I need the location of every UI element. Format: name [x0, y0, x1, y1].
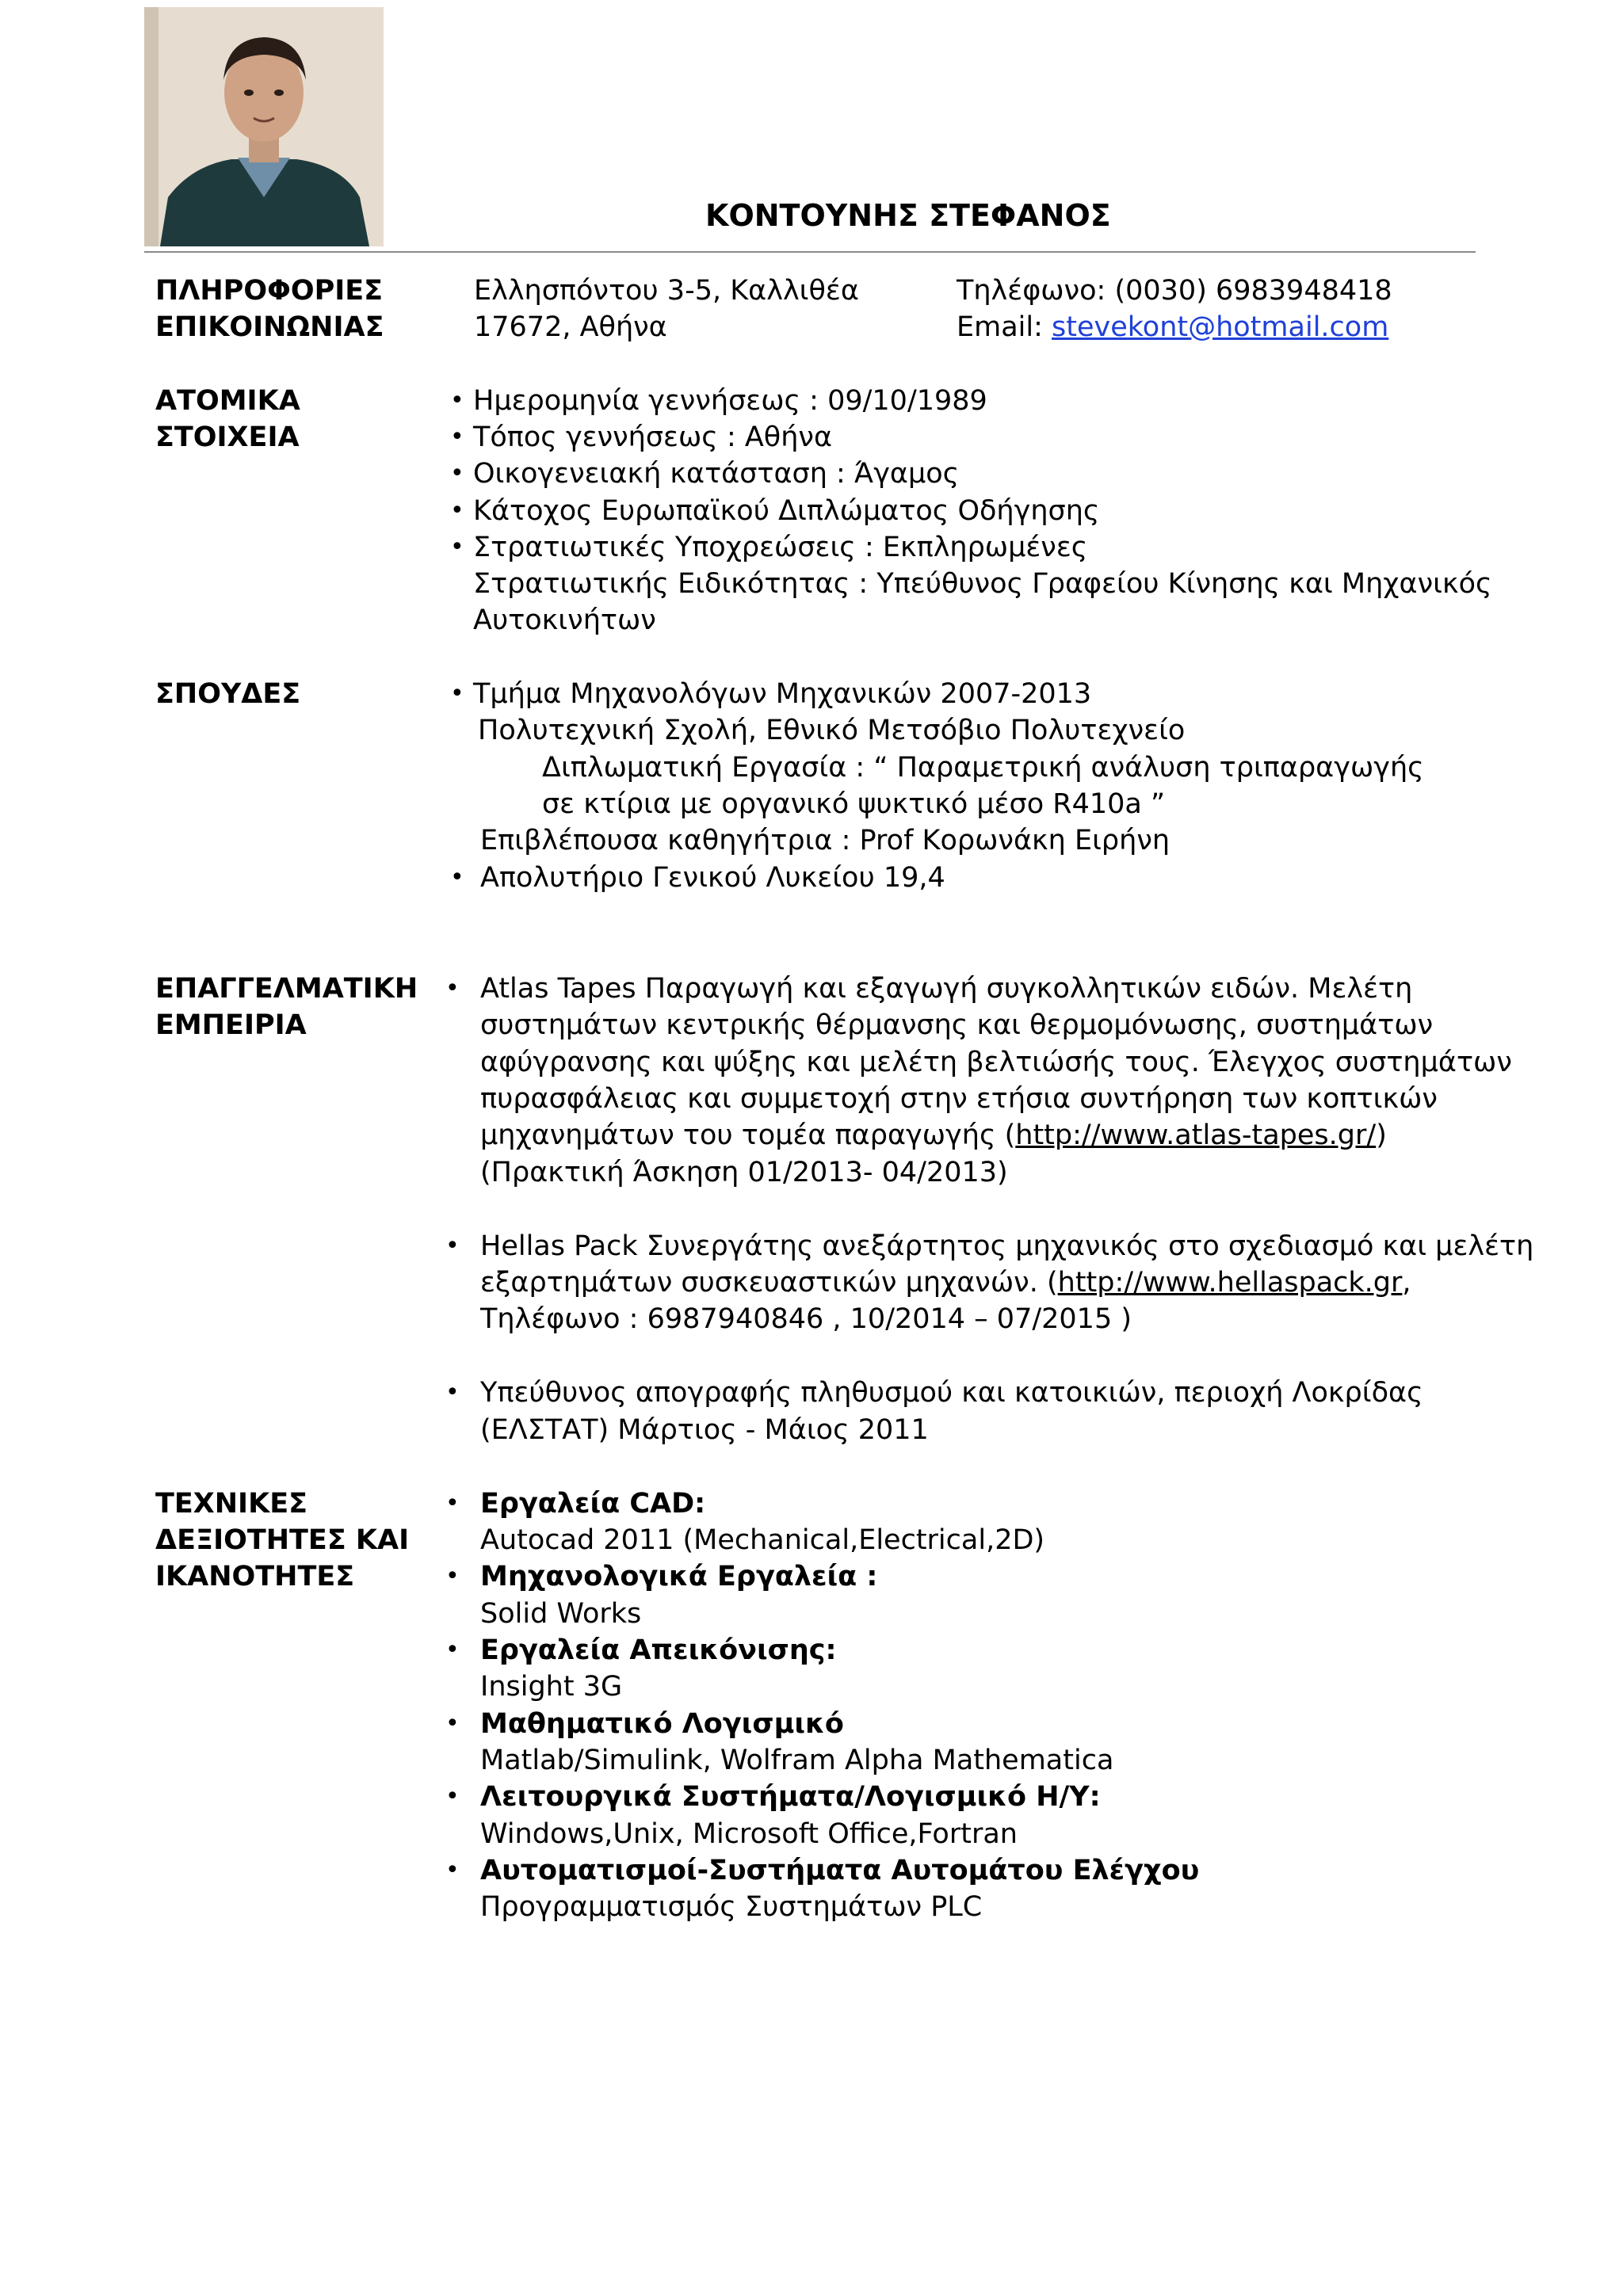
- job-line: (Πρακτική Άσκηση 01/2013- 04/2013): [480, 1157, 1008, 1188]
- personal-label-line-2: ΣΤΟΙΧΕΙΑ: [155, 421, 300, 453]
- job-line: [480, 1264, 1411, 1301]
- divider: [144, 251, 1476, 253]
- skills-label-line-1: ΤΕΧΝΙΚΕΣ: [155, 1488, 308, 1520]
- contact-label-line-2: ΕΠΙΚΟΙΝΩΝΙΑΣ: [155, 311, 384, 343]
- job-line: πυρασφάλειας και συμμετοχή στην ετήσια συντήρηση των κοπτικών: [480, 1083, 1438, 1115]
- job-text: εξαρτημάτων συσκευαστικών μηχανών. (: [480, 1267, 1058, 1299]
- studies-line: σε κτίρια με οργανικό ψυκτικό μέσο R410a ”: [542, 788, 1166, 820]
- bullet-icon: •: [445, 1379, 460, 1406]
- skill-group-title: Μηχανολογικά Εργαλεία :: [480, 1561, 878, 1592]
- bullet-icon: •: [445, 1783, 460, 1810]
- bullet-icon: •: [445, 974, 460, 1002]
- atlas-tapes-link[interactable]: http://www.atlas-tapes.gr/: [1015, 1119, 1377, 1151]
- bullet-icon: •: [450, 533, 464, 561]
- job-line: αφύγρανσης και ψύξης και μελέτη βελτιώσής τους. Έλεγχος συστημάτων: [480, 1047, 1512, 1078]
- address-line-1: Ελλησπόντου 3-5, Καλλιθέα: [474, 275, 859, 307]
- job-line: Atlas Tapes Παραγωγή και εξαγωγή συγκολλητικών ειδών. Μελέτη: [480, 973, 1413, 1005]
- skill-group-title: Εργαλεία Απεικόνισης:: [480, 1634, 837, 1666]
- bullet-icon: •: [450, 680, 464, 707]
- phone-number: Τηλέφωνο: (0030) 6983948418: [957, 275, 1392, 307]
- skill-group-detail: Autocad 2011 (Mechanical,Electrical,2D): [480, 1524, 1045, 1556]
- person-portrait-icon: [144, 7, 384, 246]
- personal-label-line-1: ΑΤΟΜΙΚΑ: [155, 385, 300, 417]
- job-line: Υπεύθυνος απογραφής πληθυσμού και κατοικιών, περιοχή Λοκρίδας: [480, 1377, 1423, 1409]
- bullet-icon: •: [445, 1710, 460, 1737]
- list-item-continuation: Αυτοκινήτων: [473, 605, 656, 636]
- skills-label-line-2: ΔΕΞΙΟΤΗΤΕΣ ΚΑΙ: [155, 1524, 410, 1556]
- skill-group-detail: Insight 3G: [480, 1671, 623, 1703]
- bullet-icon: •: [450, 460, 464, 487]
- skills-label-line-3: ΙΚΑΝΟΤΗΤΕΣ: [155, 1561, 355, 1592]
- studies-line: Επιβλέπουσα καθηγήτρια : Prof Κορωνάκη Ειρήνη: [480, 825, 1170, 856]
- job-line: (ΕΛΣΤΑΤ) Μάρτιος - Μάιος 2011: [480, 1414, 929, 1446]
- job-text: ): [1376, 1119, 1387, 1151]
- list-item: Στρατιωτικές Υποχρεώσεις : Εκπληρωμένες: [473, 532, 1088, 563]
- profile-photo: [144, 7, 384, 246]
- bullet-icon: •: [445, 1562, 460, 1590]
- list-item: Ημερομηνία γεννήσεως : 09/10/1989: [473, 385, 987, 417]
- address-line-2: 17672, Αθήνα: [474, 311, 667, 343]
- job-line: Hellas Pack Συνεργάτης ανεξάρτητος μηχανικός στο σχεδιασμό και μελέτη: [480, 1230, 1534, 1262]
- skill-group-title: Εργαλεία CAD:: [480, 1488, 706, 1520]
- studies-line: Απολυτήριο Γενικού Λυκείου 19,4: [480, 862, 945, 894]
- bullet-icon: •: [450, 864, 464, 891]
- skill-group-title: Μαθηματικό Λογισμικό: [480, 1708, 844, 1740]
- bullet-icon: •: [445, 1636, 460, 1664]
- list-item: Τόπος γεννήσεως : Αθήνα: [473, 421, 833, 453]
- job-line: συστημάτων κεντρικής θέρμανσης και θερμομόνωσης, συστημάτων: [480, 1009, 1434, 1041]
- skill-group-title: Αυτοματισμοί-Συστήματα Αυτομάτου Ελέγχου: [480, 1855, 1200, 1886]
- bullet-icon: •: [445, 1856, 460, 1884]
- skill-group-detail: Solid Works: [480, 1598, 642, 1630]
- studies-line: Πολυτεχνική Σχολή, Εθνικό Μετσόβιο Πολυτεχνείο: [478, 715, 1186, 746]
- page-title: ΚΟΝΤΟΥΝΗΣ ΣΤΕΦΑΝΟΣ: [705, 198, 1111, 233]
- studies-line: Διπλωματική Εργασία : “ Παραμετρική ανάλυση τριπαραγωγής: [542, 752, 1424, 784]
- email-link[interactable]: stevekont@hotmail.com: [1052, 311, 1389, 343]
- bullet-icon: •: [450, 497, 464, 524]
- skill-group-detail: Προγραμματισμός Συστημάτων PLC: [480, 1891, 983, 1923]
- skill-group-detail: Matlab/Simulink, Wolfram Alpha Mathematica: [480, 1745, 1114, 1776]
- bullet-icon: •: [445, 1232, 460, 1260]
- contact-label-line-1: ΠΛΗΡΟΦΟΡΙΕΣ: [155, 275, 384, 307]
- bullet-icon: •: [450, 387, 464, 414]
- skill-group-detail: Windows,Unix, Microsoft Office,Fortran: [480, 1818, 1018, 1850]
- studies-label: ΣΠΟΥΔΕΣ: [155, 678, 301, 710]
- list-item: Οικογενειακή κατάσταση : Άγαμος: [473, 458, 960, 490]
- email-row: [957, 309, 1388, 345]
- experience-label-line-2: ΕΜΠΕΙΡΙΑ: [155, 1009, 307, 1041]
- job-line: Τηλέφωνο : 6987940846 , 10/2014 – 07/2015 ): [480, 1303, 1132, 1335]
- job-text: ,: [1402, 1267, 1411, 1299]
- list-item: Κάτοχος Ευρωπαϊκού Διπλώματος Οδήγησης: [473, 495, 1100, 527]
- bullet-icon: •: [445, 1489, 460, 1517]
- job-line: [480, 1117, 1387, 1154]
- bullet-icon: •: [450, 423, 464, 451]
- email-prefix: Email:: [957, 311, 1052, 343]
- studies-line: Τμήμα Μηχανολόγων Μηχανικών 2007-2013: [473, 678, 1092, 710]
- experience-label-line-1: ΕΠΑΓΓΕΛΜΑΤΙΚΗ: [155, 973, 418, 1005]
- list-item-continuation: Στρατιωτικής Ειδικότητας : Υπεύθυνος Γραφείου Κίνησης και Μηχανικός: [473, 568, 1492, 600]
- skill-group-title: Λειτουργικά Συστήματα/Λογισμικό Η/Υ:: [480, 1781, 1101, 1813]
- hellaspack-link[interactable]: http://www.hellaspack.gr: [1057, 1267, 1403, 1299]
- job-text: μηχανημάτων του τομέα παραγωγής (: [480, 1119, 1016, 1151]
